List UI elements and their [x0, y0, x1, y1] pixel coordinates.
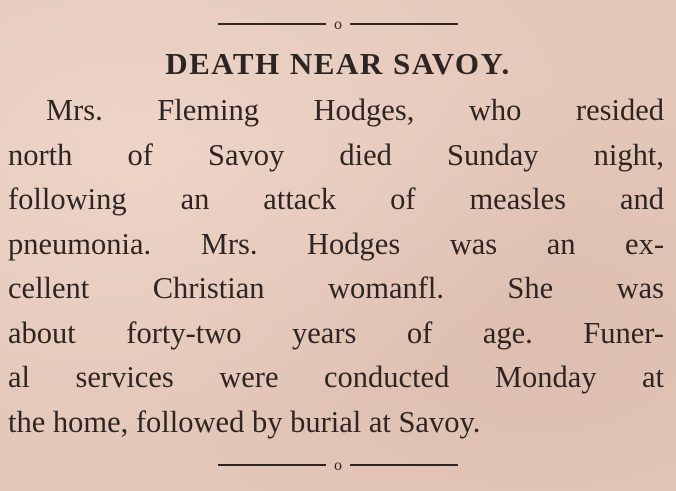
- top-rule-ornament: [0, 14, 676, 34]
- article-line-7: al services were conducted Monday at: [8, 360, 664, 394]
- bottom-rule-ornament: [0, 455, 676, 475]
- article-line-4: pneumonia. Mrs. Hodges was an ex-: [8, 226, 664, 261]
- article-line-3: following an attack of measles and: [8, 182, 664, 216]
- article-line-5: cellent Christian womanfl. She was: [8, 271, 664, 305]
- article-line-6: about forty-two years of age. Funer-: [8, 315, 664, 350]
- article-line-1: Mrs. Fleming Hodges, who resided: [46, 93, 664, 127]
- article-line-8: the home, followed by burial at Savoy.: [8, 404, 481, 439]
- ornament-glyph: o: [334, 457, 342, 474]
- article-line-2: north of Savoy died Sunday night,: [8, 137, 664, 172]
- article-headline: DEATH NEAR SAVOY.: [165, 46, 511, 81]
- ornament-glyph: o: [334, 16, 342, 33]
- article-body: [8, 88, 664, 444]
